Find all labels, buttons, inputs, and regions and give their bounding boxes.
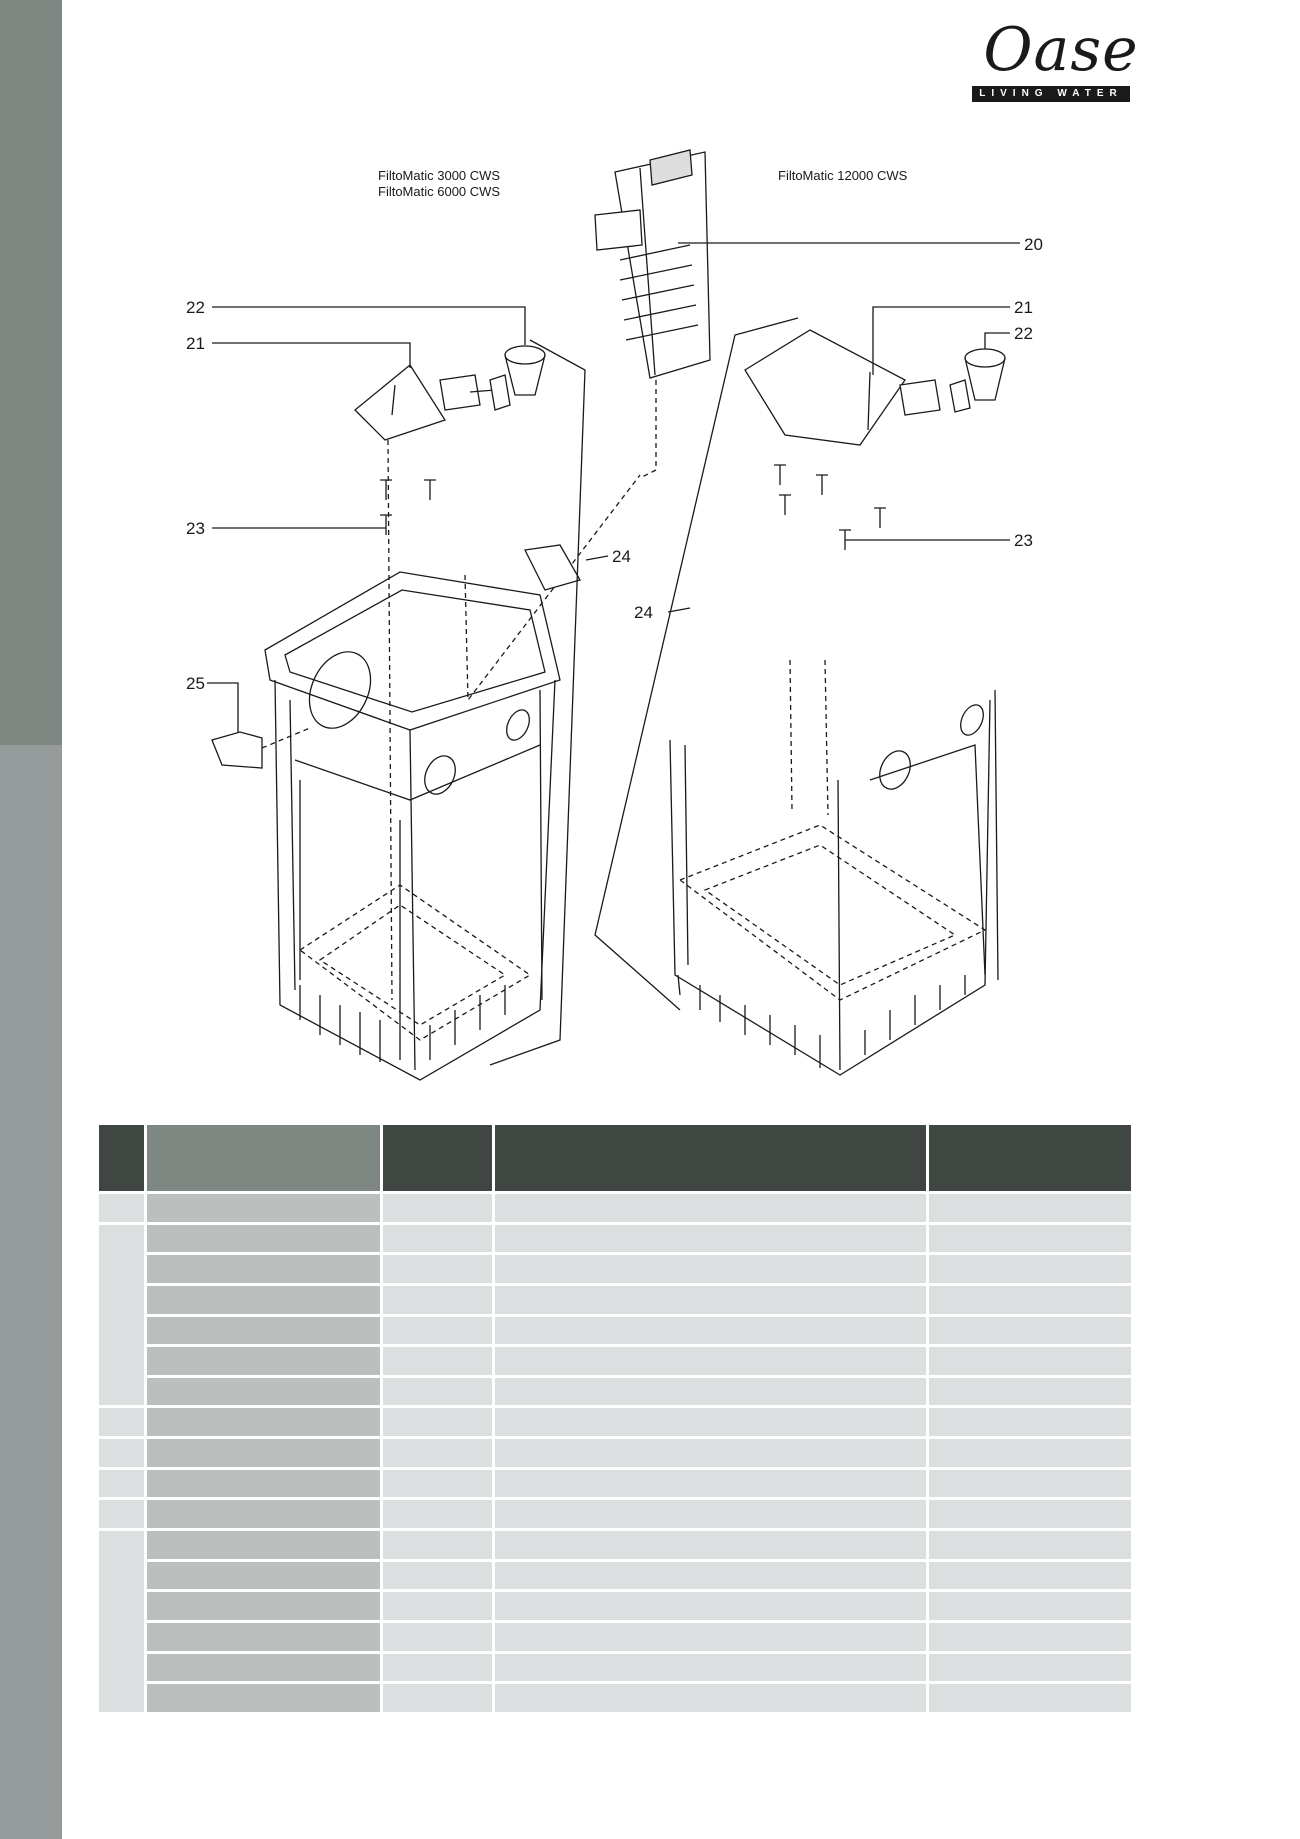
callout-22-left: 22 <box>186 298 205 317</box>
model-label-right: FiltoMatic 12000 CWS <box>778 168 908 183</box>
table-cell <box>928 1560 1133 1591</box>
callout-21-left: 21 <box>186 334 205 353</box>
table-row <box>98 1468 1133 1499</box>
part-21-left-cover <box>355 365 495 440</box>
table-cell <box>382 1254 494 1285</box>
table-cell <box>98 1468 146 1499</box>
model-label-left-2: FiltoMatic 6000 CWS <box>378 184 501 199</box>
table-cell <box>98 1193 146 1224</box>
table-cell <box>382 1683 494 1714</box>
logo-wordmark: Oase <box>983 15 1139 85</box>
table-cell <box>382 1284 494 1315</box>
header-cell <box>494 1124 928 1193</box>
table-cell <box>928 1284 1133 1315</box>
table-row <box>98 1376 1133 1407</box>
leader-25-left <box>207 683 238 732</box>
table-cell <box>494 1376 928 1407</box>
table-cell <box>146 1407 382 1438</box>
table-cell <box>494 1223 928 1254</box>
table-row <box>98 1530 1133 1561</box>
table-cell <box>382 1652 494 1683</box>
table-cell <box>146 1652 382 1683</box>
callout-25-left: 25 <box>186 674 205 693</box>
table-row <box>98 1621 1133 1652</box>
table-cell <box>494 1499 928 1530</box>
table-cell <box>382 1621 494 1652</box>
leader-24-left <box>586 556 608 560</box>
table-cell <box>382 1438 494 1469</box>
table-cell <box>494 1438 928 1469</box>
table-row <box>98 1407 1133 1438</box>
table-cell <box>146 1346 382 1377</box>
table-cell-group <box>98 1530 146 1714</box>
table-cell <box>494 1530 928 1561</box>
table-cell <box>146 1683 382 1714</box>
table-cell <box>146 1591 382 1622</box>
table-cell <box>382 1193 494 1224</box>
table-cell <box>928 1591 1133 1622</box>
header-cell <box>146 1124 382 1193</box>
logo-tagline: LIVING WATER <box>972 86 1130 102</box>
table-cell <box>494 1407 928 1438</box>
header-cell <box>928 1124 1133 1193</box>
table-row <box>98 1652 1133 1683</box>
table-row <box>98 1315 1133 1346</box>
table-row <box>98 1438 1133 1469</box>
table-cell <box>928 1407 1133 1438</box>
leader-22-left <box>212 307 525 345</box>
table-cell <box>146 1621 382 1652</box>
table-cell <box>382 1499 494 1530</box>
table-cell <box>494 1652 928 1683</box>
table-cell <box>98 1438 146 1469</box>
table-cell <box>146 1284 382 1315</box>
table-cell <box>494 1315 928 1346</box>
table-cell <box>382 1591 494 1622</box>
table-cell <box>382 1530 494 1561</box>
table-cell <box>494 1621 928 1652</box>
table-cell <box>146 1560 382 1591</box>
table-cell <box>382 1223 494 1254</box>
table-cell <box>494 1683 928 1714</box>
model-label-left-1: FiltoMatic 3000 CWS <box>378 168 501 183</box>
callout-23-left: 23 <box>186 519 205 538</box>
table-row <box>98 1284 1133 1315</box>
table-cell <box>494 1254 928 1285</box>
callout-24-left: 24 <box>612 547 631 566</box>
table-row <box>98 1223 1133 1254</box>
table-cell <box>494 1560 928 1591</box>
table-cell <box>98 1407 146 1438</box>
right-filter-housing <box>670 660 998 1075</box>
table-row <box>98 1193 1133 1224</box>
callout-22-right: 22 <box>1014 324 1033 343</box>
part-24-left-bracket <box>525 545 580 590</box>
table-cell <box>146 1499 382 1530</box>
leader-21-left <box>212 343 410 368</box>
table-cell <box>146 1315 382 1346</box>
table-cell <box>928 1315 1133 1346</box>
table-cell <box>382 1376 494 1407</box>
table-cell <box>494 1193 928 1224</box>
table-cell <box>382 1346 494 1377</box>
table-cell <box>928 1346 1133 1377</box>
table-cell <box>382 1560 494 1591</box>
table-cell <box>928 1652 1133 1683</box>
table-cell <box>928 1193 1133 1224</box>
callout-24-right: 24 <box>634 603 653 622</box>
table-cell <box>928 1254 1133 1285</box>
table-cell <box>928 1499 1133 1530</box>
table-cell <box>928 1683 1133 1714</box>
table-cell <box>928 1438 1133 1469</box>
left-filter-housing <box>265 440 640 1080</box>
table-row <box>98 1683 1133 1714</box>
table-cell <box>494 1591 928 1622</box>
table-cell <box>928 1530 1133 1561</box>
table-header-row <box>98 1124 1133 1193</box>
table-cell <box>928 1223 1133 1254</box>
table-row <box>98 1560 1133 1591</box>
table-row <box>98 1499 1133 1530</box>
table-cell <box>146 1193 382 1224</box>
part-22-right-outlet <box>950 349 1005 412</box>
callout-23-right: 23 <box>1014 531 1033 550</box>
table-cell <box>146 1223 382 1254</box>
table-cell <box>928 1468 1133 1499</box>
table-row <box>98 1346 1133 1377</box>
table-row <box>98 1254 1133 1285</box>
leader-22-right <box>985 333 1010 349</box>
table-cell <box>146 1376 382 1407</box>
table-cell <box>146 1254 382 1285</box>
table-cell <box>382 1468 494 1499</box>
spare-parts-table <box>96 1122 1134 1715</box>
table-cell <box>928 1621 1133 1652</box>
table-cell <box>382 1315 494 1346</box>
table-cell <box>928 1376 1133 1407</box>
part-20-filter-cartridge <box>595 150 710 478</box>
table-cell <box>494 1346 928 1377</box>
header-cell <box>382 1124 494 1193</box>
table-row <box>98 1591 1133 1622</box>
table-cell <box>382 1407 494 1438</box>
table-cell <box>98 1499 146 1530</box>
part-25-left-clip <box>212 732 262 768</box>
callout-20: 20 <box>1024 235 1043 254</box>
part-21-right-cover <box>745 330 940 445</box>
callout-21-right: 21 <box>1014 298 1033 317</box>
part-23-right-screws <box>774 465 886 550</box>
table-cell <box>146 1530 382 1561</box>
table-cell <box>494 1468 928 1499</box>
table-cell <box>494 1284 928 1315</box>
table-cell <box>146 1468 382 1499</box>
header-cell <box>98 1124 146 1193</box>
part-22-left-outlet <box>490 346 545 410</box>
table-cell <box>146 1438 382 1469</box>
table-cell-group <box>98 1223 146 1407</box>
